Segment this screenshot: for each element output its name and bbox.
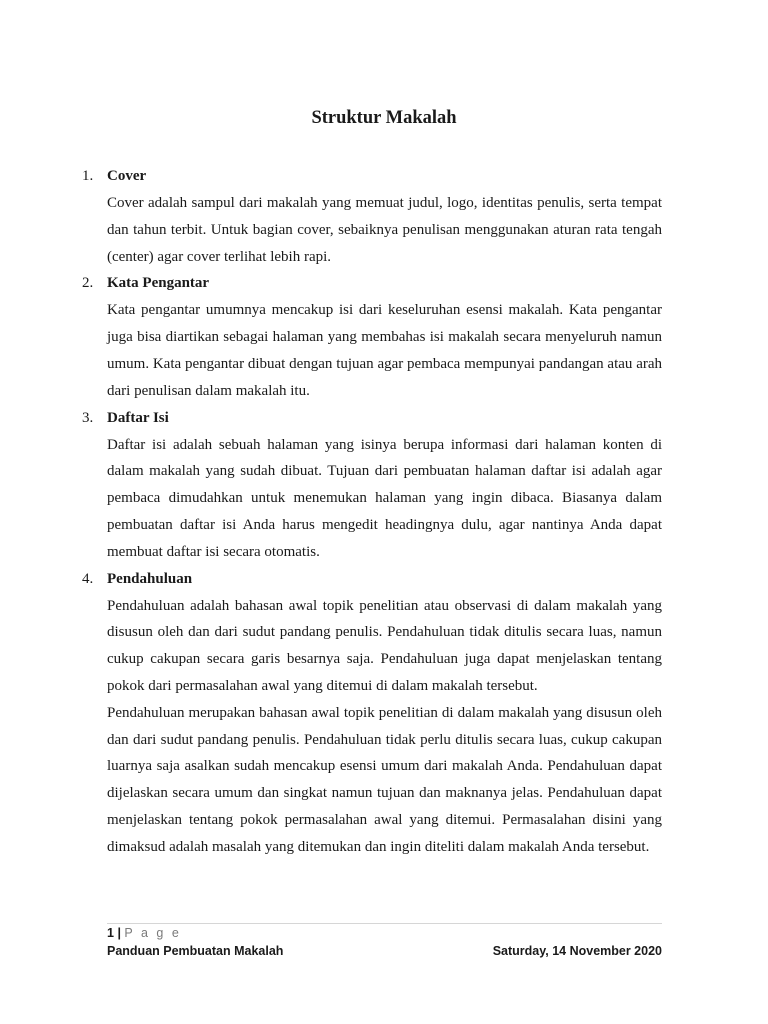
document-name: Panduan Pembuatan Makalah [107,944,284,958]
section-list [82,163,662,861]
list-item [82,566,662,861]
list-number: 1. [82,168,94,184]
section-heading: Daftar Isi [107,409,169,426]
page-title: Struktur Makalah [311,108,457,128]
section-paragraph: Pendahuluan adalah bahasan awal topik penelitian atau observasi di dalam makalah yang disusun oleh dan dari sudut pandang penulis. Pendahuluan tidak ditulis secara luas, namun cukup cakupan secara garis besarnya saja. Pendahuluan juga dapat menjelaskan tentang pokok dari permasalahan awal yang ditemui di dalam makalah tersebut. [107,597,662,694]
list-item [82,270,662,404]
list-number: 2. [82,275,94,292]
section-heading: Kata Pengantar [107,275,210,292]
section-paragraph: Pendahuluan merupakan bahasan awal topik penelitian di dalam makalah yang disusun oleh dan dari sudut pandang penulis. Pendahuluan tidak perlu ditulis secara luas, cukup cakupan luarnya saja asalkan sudah mencakup esensi umum dari makalah Anda. Pendahuluan dapat dijelaskan secara umum dan singkat namun tujuan dan maknanya jelas. Pendahuluan dapat menjelaskan tentang pokok permasalahan awal yang ditemui. Permasalahan disini yang dimaksud adalah masalah yang ditemukan dan ingin diteliti dalam makalah Anda tersebut. [107,704,662,855]
list-number: 4. [82,570,94,587]
page-number-value: 1 [107,926,114,940]
section-heading: Pendahuluan [107,570,193,587]
list-number: 3. [82,409,94,426]
page-separator: | [117,926,121,940]
page-number [107,926,181,940]
list-item [82,163,662,270]
list-item [82,405,662,566]
section-paragraph: Cover adalah sampul dari makalah yang memuat judul, logo, identitas penulis, serta tempat dan tahun terbit. Untuk bagian cover, sebaiknya penulisan menggunakan aturan rata tengah (center) agar cover terlihat lebih rapi. [107,195,662,265]
section-paragraph: Daftar isi adalah sebuah halaman yang isinya berupa informasi dari halaman konten di dalam makalah yang sudah dibuat. Tujuan dari pembuatan halaman daftar isi adalah agar pembaca dimudahkan untuk menemukan halaman yang ingin dibaca. Biasanya dalam pembuatan daftar isi Anda harus mengedit headingnya dulu, agar nantinya Anda dapat membuat daftar isi secara otomatis. [107,436,662,560]
section-paragraph: Kata pengantar umumnya mencakup isi dari keseluruhan esensi makalah. Kata pengantar juga bisa diartikan sebagai halaman yang membahas isi makalah secara menyeluruh namun umum. Kata pengantar dibuat dengan tujuan agar pembaca mempunyai pandangan atau arah dari penulisan dalam makalah itu. [107,302,662,399]
section-heading: Cover [107,168,147,184]
page-word: P a g e [124,926,182,940]
document-date: Saturday, 14 November 2020 [492,944,662,958]
footer-divider [107,923,662,924]
